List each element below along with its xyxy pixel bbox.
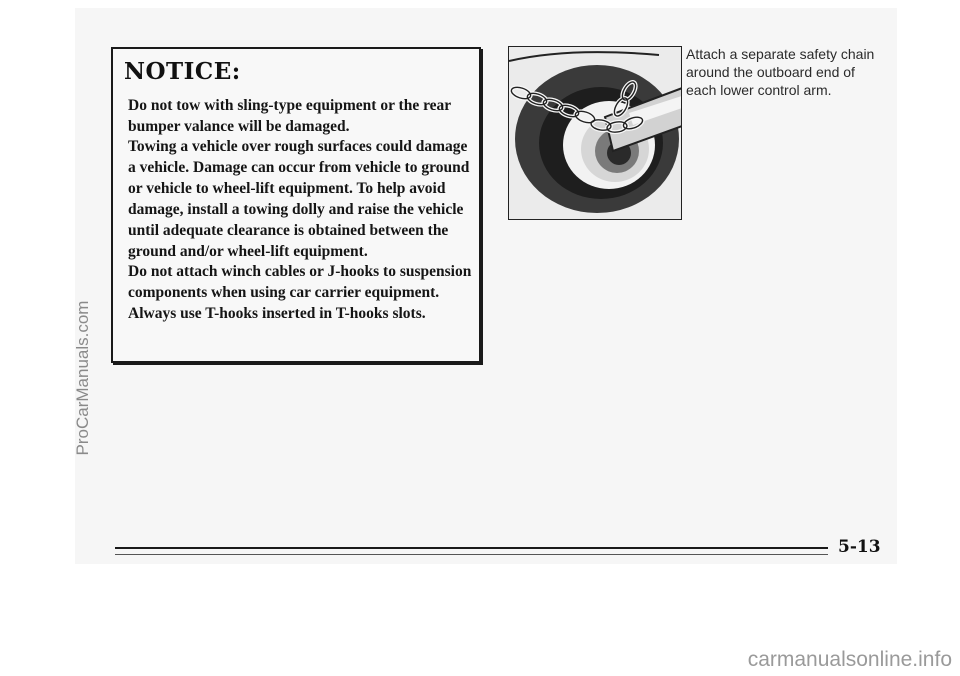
watermark-procarmanuals: ProCarManuals.com xyxy=(73,300,92,456)
safety-chain-illustration xyxy=(508,46,682,220)
chain-on-control-arm-drawing xyxy=(509,47,681,219)
footer-rule-thick xyxy=(115,547,828,549)
notice-box xyxy=(111,47,481,363)
safety-chain-instruction: Attach a separate safety chain around the outboard end of each lower control arm. xyxy=(686,46,875,98)
footer-rule-thin xyxy=(115,554,828,555)
notice-paragraph-winch-cables: Do not attach winch cables or J-hooks to suspension components when using car carrier equipment. Always use T-hooks inserted in T-hooks slots. xyxy=(128,263,472,322)
notice-paragraph-sling: Do not tow with sling-type equipment or the rear bumper valance will be damaged. xyxy=(128,97,451,135)
notice-paragraph-rough-surfaces: Towing a vehicle over rough surfaces could damage a vehicle. Damage can occur from vehicle to ground or vehicle to wheel-lift equipment. To help avoid damage, install a towing dolly and raise the vehicle until adequate clearance is obtained between the ground and/or wheel-lift equipment. xyxy=(128,138,470,260)
page-number: 5-13 xyxy=(838,537,881,557)
watermark-carmanualsonline: carmanualsonline.info xyxy=(747,648,952,671)
notice-title: NOTICE: xyxy=(124,58,241,85)
